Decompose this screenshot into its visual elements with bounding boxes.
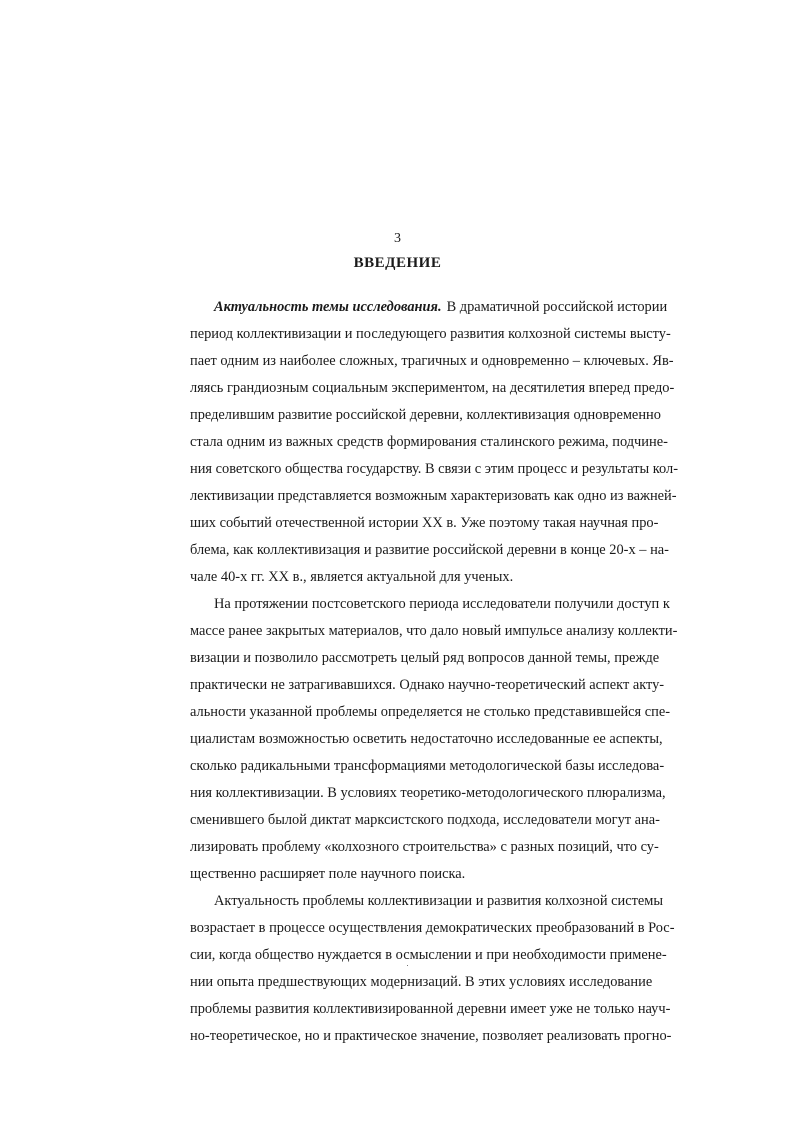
text-line [190, 645, 660, 672]
text-line [190, 969, 653, 996]
text-line [190, 672, 665, 699]
text-line [190, 996, 671, 1023]
text-line [190, 294, 668, 321]
line-text: пает одним из наиболее сложных, трагичных и одновременно – ключевых. Яв- [190, 353, 674, 369]
line-text: массе ранее закрытых материалов, что дало новый импульсе анализу коллекти- [190, 623, 678, 639]
text-line [190, 753, 665, 780]
paragraph [190, 294, 678, 591]
text-line [190, 510, 659, 537]
line-text: блема, как коллективизация и развитие российской деревни в конце 20-х – на- [190, 542, 669, 558]
text-line [190, 861, 630, 888]
paragraph-lead: Актуальность темы исследования. [214, 299, 442, 315]
line-text: ших событий отечественной истории XX в. Уже поэтому такая научная про- [190, 515, 659, 531]
line-text: визации и позволило рассмотреть целый ряд вопросов данной темы, прежде [190, 650, 660, 666]
text-line [190, 483, 677, 510]
text-line [190, 375, 675, 402]
line-text: пределившим развитие российской деревни, коллективизация одновременно [190, 407, 661, 423]
line-text: альности указанной проблемы определяется не столько представившейся спе- [190, 704, 671, 720]
text-line [190, 915, 675, 942]
text-line [190, 726, 663, 753]
line-text: стала одним из важных средств формирования сталинского режима, подчине- [190, 434, 668, 450]
line-text: ляясь грандиозным социальным экспериментом, на десятилетия вперед предо- [190, 380, 675, 396]
line-text: ния коллективизации. В условиях теоретико-методологического плюрализма, [190, 785, 666, 801]
body-text [190, 294, 678, 1050]
line-text: сколько радикальными трансформациями методологической базы исследова- [190, 758, 665, 774]
text-line [190, 807, 660, 834]
line-text: проблемы развития коллективизированной деревни имеет уже не только науч- [190, 1001, 671, 1017]
line-text: Актуальность проблемы коллективизации и развития колхозной системы [214, 893, 664, 909]
text-line [190, 942, 667, 969]
paragraph [190, 888, 675, 1050]
text-line [190, 780, 666, 807]
line-text: ния советского общества государству. В связи с этим процесс и результаты кол- [190, 461, 678, 477]
text-line [190, 834, 659, 861]
line-text: В драматичной российской истории [446, 299, 668, 315]
text-line [190, 456, 678, 483]
text-line [190, 1023, 672, 1050]
text-line [190, 888, 664, 915]
line-text: чале 40-х гг. XX в., является актуальной для ученых. [190, 569, 514, 585]
line-text: сии, когда общество нуждается в осмыслении и при необходимости примене- [190, 947, 667, 963]
line-text: На протяжении постсоветского периода исследователи получили доступ к [214, 596, 670, 612]
line-text: щественно расширяет поле научного поиска. [190, 866, 466, 882]
line-text: период коллективизации и последующего развития колхозной системы высту- [190, 326, 671, 342]
scan-speck [407, 965, 408, 966]
paragraph [190, 591, 678, 888]
text-line [190, 321, 671, 348]
line-text: но-теоретическое, но и практическое значение, позволяет реализовать прогно- [190, 1028, 672, 1044]
line-text: циалистам возможностью осветить недостаточно исследованные ее аспекты, [190, 731, 663, 747]
line-text: возрастает в процессе осуществления демократических преобразований в Рос- [190, 920, 675, 936]
page-heading: ВВЕДЕНИЕ [353, 255, 442, 271]
line-text: практически не затрагивавшихся. Однако научно-теоретический аспект акту- [190, 677, 665, 693]
line-text: нии опыта предшествующих модернизаций. В этих условиях исследование [190, 974, 653, 990]
text-line [190, 564, 630, 591]
line-text: лективизации представляется возможным характеризовать как одно из важней- [190, 488, 677, 504]
text-line [190, 537, 669, 564]
line-text: лизировать проблему «колхозного строительства» с разных позиций, что су- [190, 839, 659, 855]
text-line [190, 618, 678, 645]
text-line [190, 699, 671, 726]
text-line [190, 591, 670, 618]
text-line [190, 402, 661, 429]
text-line [190, 429, 668, 456]
text-line [190, 348, 674, 375]
page-number: 3 [394, 231, 401, 246]
line-text: сменившего былой диктат марксистского подхода, исследователи могут ана- [190, 812, 660, 828]
